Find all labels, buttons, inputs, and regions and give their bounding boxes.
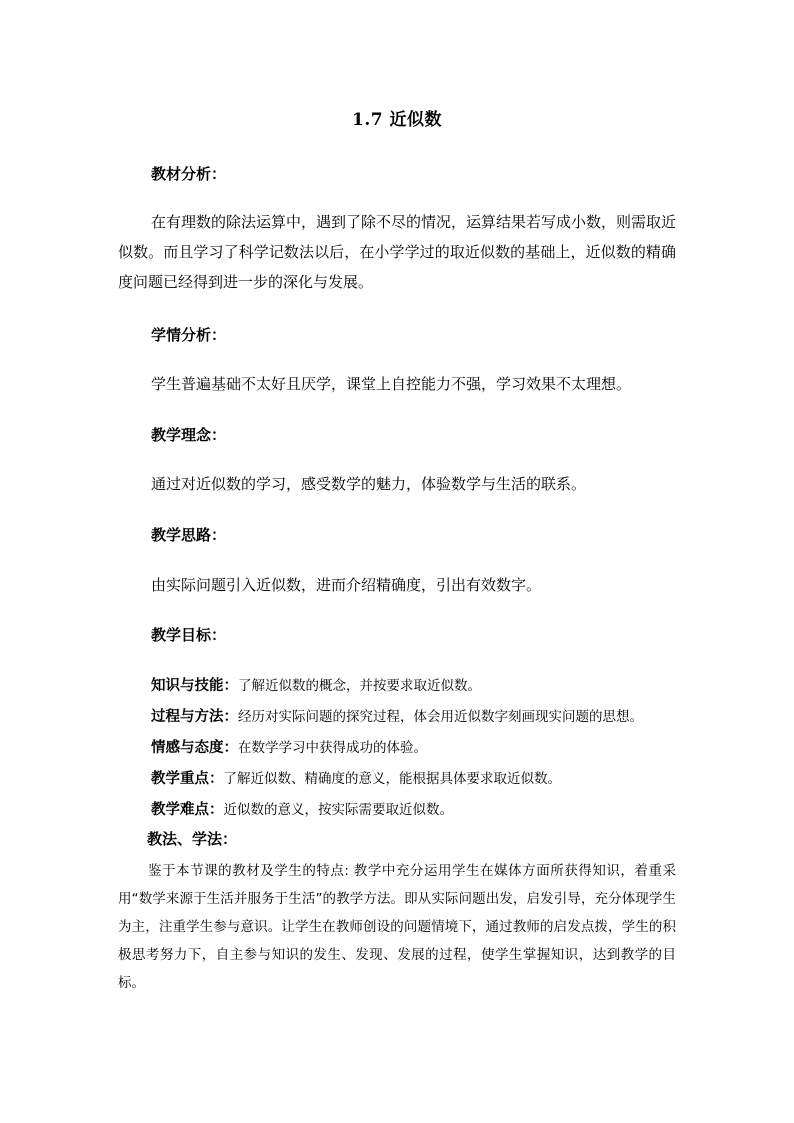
objective-label: 知识与技能：	[151, 677, 238, 694]
objective-item	[151, 674, 481, 695]
objective-text: 在数学学习中获得成功的体验。	[238, 740, 427, 756]
objective-text: 近似数的意义，按实际需要取近似数。	[223, 802, 453, 818]
section-heading-teaching-philosophy: 教学理念：	[151, 426, 227, 444]
page-title: 1.7 近似数	[352, 110, 442, 130]
section-body-student-analysis: 学生普遍基础不太好且厌学，课堂上自控能力不强，学习效果不太理想。	[151, 375, 632, 393]
objective-label: 情感与态度：	[151, 739, 238, 756]
section-heading-textbook-analysis: 教材分析：	[151, 165, 227, 183]
objective-text: 经历对实际问题的探究过程，体会用近似数字刻画现实问题的思想。	[238, 709, 643, 725]
section-heading-teaching-objectives: 教学目标：	[151, 626, 227, 644]
objective-item	[151, 798, 453, 819]
section-body-teaching-approach: 由实际问题引入近似数，进而介绍精确度，引出有效数字。	[151, 576, 542, 594]
section-heading-methods: 教法、学法：	[147, 830, 238, 848]
objective-text: 了解近似数、精确度的意义，能根据具体要求取近似数。	[223, 771, 561, 787]
objective-item	[151, 705, 643, 726]
objective-item	[151, 767, 561, 788]
objective-label: 教学重点：	[151, 770, 224, 787]
objective-label: 教学难点：	[151, 801, 224, 818]
section-body-methods: 鉴于本节课的教材及学生的特点: 教学中充分运用学生在媒体方面所获得知识，着重采用“数学来源于生活并服务于生活”的教学方法。即从实际问题出发，启发引导，充分体现学生为主，注重学生参与意识。让学生在教师创设的问题情境下，通过教师的启发点拨，学生的积极思考努力下，自主参与知识的发生、发现、发展的过程，使学生掌握知识，达到教学的目标。	[118, 863, 676, 991]
section-heading-student-analysis: 学情分析：	[151, 326, 227, 344]
section-body-teaching-philosophy: 通过对近似数的学习，感受数学的魅力，体验数学与生活的联系。	[151, 475, 587, 493]
objective-item	[151, 736, 427, 757]
objective-text: 了解近似数的概念，并按要求取近似数。	[238, 678, 481, 694]
section-body-textbook-analysis: 在有理数的除法运算中，遇到了除不尽的情况，运算结果若写成小数，则需取近似数。而且学习了科学记数法以后，在小学学过的取近似数的基础上，近似数的精确度问题已经得到进一步的深化与发展。	[118, 213, 677, 291]
section-heading-teaching-approach: 教学思路：	[151, 526, 227, 544]
objective-label: 过程与方法：	[151, 708, 238, 725]
